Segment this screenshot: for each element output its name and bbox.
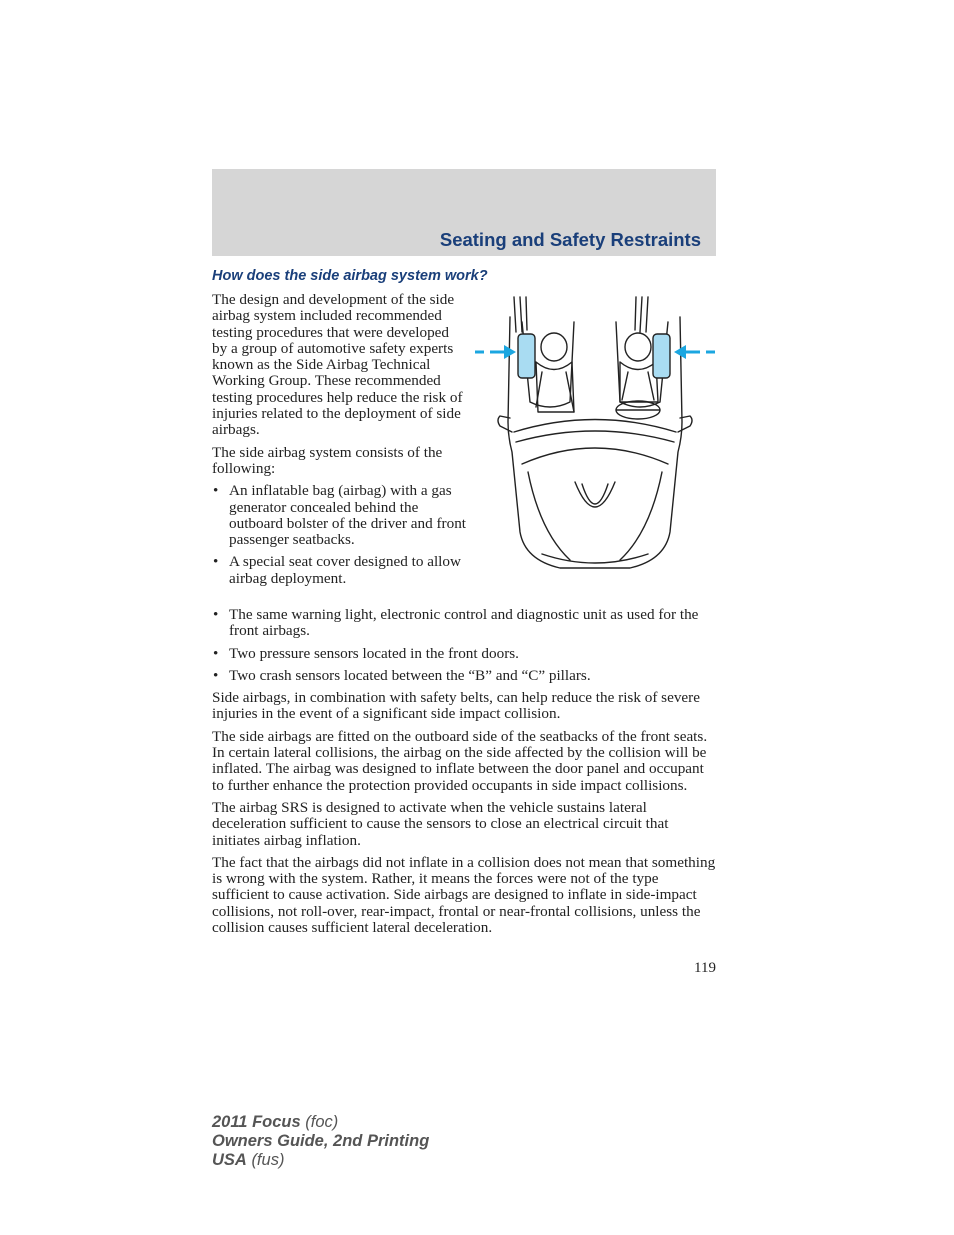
bullet-list-wide [212,607,718,684]
body-paragraph: The side airbags are fitted on the outboard side of the seatbacks of the front seats. In certain lateral collisions, the airbag on the side affected by the collision will be inflated. The airbag was designed to inflate between the door panel and occupant to further enhance the protection provided occupants in side impact collisions. [212,727,708,794]
bullet-list-narrow [212,483,467,587]
list-item: • An inflatable bag (airbag) with a gas generator concealed behind the outboard bolster of the driver and front passenger seatbacks. [213,482,467,549]
list-item: • Two crash sensors located between the “B” and “C” pillars. [213,666,591,684]
car-top-view-icon [470,292,720,577]
list-item: • Two pressure sensors located in the front doors. [213,644,519,662]
bullet-glyph: • [213,666,219,684]
page-title: Seating and Safety Restraints [439,229,701,250]
bullet-glyph: • [213,606,219,623]
intro-paragraph: The design and development of the side airbag system included recommended testing procedures that were developed by a group of automotive safety experts known as the Side Airbag Technical Working Group. These recommended testing procedures help reduce the risk of injuries related to the deployment of side airbags. [212,291,463,439]
airbag-icon [653,334,670,378]
body-paragraph: The fact that the airbags did not inflate in a collision does not mean that something is wrong with the system. Rather, it means the forces were not of the type sufficient to cause activation. Side airbags are designed to inflate in side-impact collisions, not roll-over, rear-impact, frontal or near-frontal collisions, unless the collision causes sufficient lateral deceleration. [212,853,716,937]
bullet-glyph: • [213,644,219,662]
body-paragraph: Side airbags, in combination with safety belts, can help reduce the risk of severe injuries in the event of a significant side impact collision. [212,689,700,723]
section-heading: How does the side airbag system work? [212,268,488,284]
consists-paragraph: The side airbag system consists of the following: [212,443,443,477]
narrow-column [212,292,467,593]
wide-column [212,607,718,942]
list-item: • A special seat cover designed to allow airbag deployment. [213,553,461,587]
footer-model-line: 2011 Focus (foc) [212,1113,339,1131]
bullet-glyph: • [213,553,219,571]
footer-region-line: USA (fus) [212,1151,285,1169]
header-band [212,169,716,256]
footer-guide-line: Owners Guide, 2nd Printing [212,1132,430,1150]
page-number: 119 [694,960,716,976]
car-top-view-illustration [470,292,720,577]
bullet-glyph: • [213,482,219,500]
airbag-icon [518,334,535,378]
footer [212,1113,429,1170]
body-paragraph: The airbag SRS is designed to activate when the vehicle sustains lateral deceleration sufficient to cause the sensors to close an electrical circuit that initiates airbag inflation. [212,798,669,849]
list-item: • The same warning light, electronic control and diagnostic unit as used for the front airbags. [213,606,699,640]
